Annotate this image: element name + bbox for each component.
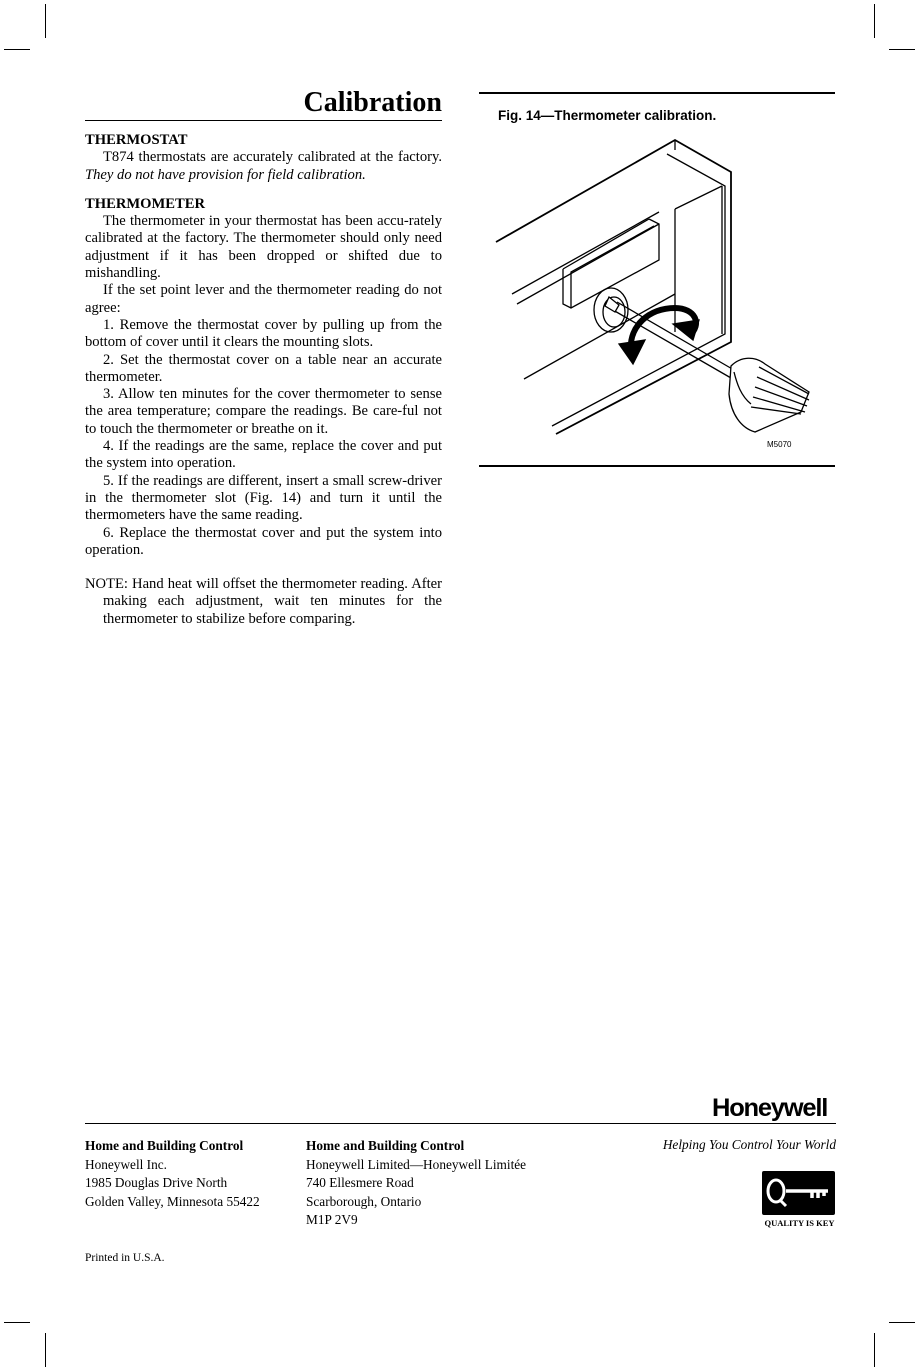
figure-thermometer-calibration	[479, 92, 835, 467]
us-address-line: 1985 Douglas Drive North	[85, 1175, 228, 1191]
crop-mark	[4, 1322, 30, 1323]
ca-address-line: Scarborough, Ontario	[306, 1193, 422, 1209]
honeywell-logo: Honeywell	[712, 1094, 828, 1122]
crop-mark	[4, 49, 30, 50]
us-address	[85, 1137, 260, 1211]
ca-address	[306, 1137, 526, 1230]
title-rule	[85, 120, 442, 121]
quality-label: QUALITY IS KEY	[764, 1218, 835, 1228]
ca-address-line: Honeywell Limited—Honeywell Limitée	[306, 1156, 527, 1172]
ca-division: Home and Building Control	[306, 1138, 465, 1153]
crop-mark	[874, 4, 875, 38]
thermostat-italic-text: They do not have provision for field calibration.	[85, 166, 366, 183]
tagline: Helping You Control Your World	[662, 1137, 836, 1152]
note-paragraph: NOTE: Hand heat will offset the thermometer reading. After making each adjustment, wait ten minutes for the thermometer to stabilize before comparing.	[85, 576, 442, 627]
thermometer-paragraph: If the set point lever and the thermometer reading do not agree:	[85, 282, 442, 316]
ca-address-line: M1P 2V9	[306, 1212, 358, 1228]
thermostat-heading: THERMOSTAT	[85, 132, 188, 148]
printed-note: Printed in U.S.A.	[85, 1252, 165, 1264]
step-item: 6. Replace the thermostat cover and put the system into operation.	[85, 524, 442, 558]
quality-key-icon	[762, 1171, 835, 1215]
crop-mark	[889, 1322, 915, 1323]
thermostat-text: T874 thermostats are accurately calibrated at the factory.	[103, 149, 442, 166]
page-title: Calibration	[303, 87, 442, 118]
thermostat-screwdriver-illustration	[479, 94, 835, 469]
step-item: 3. Allow ten minutes for the cover thermometer to sense the area temperature; compare the readings. Be care-ful not to touch the thermometer or breathe on it.	[85, 386, 442, 437]
us-division: Home and Building Control	[85, 1138, 244, 1153]
us-address-line: Honeywell Inc.	[85, 1156, 167, 1172]
thermometer-heading: THERMOMETER	[85, 195, 205, 212]
figure-caption: Fig. 14—Thermometer calibration.	[498, 108, 717, 123]
step-item: 2. Set the thermostat cover on a table near an accurate thermometer.	[85, 351, 442, 385]
crop-mark	[45, 4, 46, 38]
footer-rule	[85, 1123, 836, 1124]
step-item: 5. If the readings are different, insert a small screw-driver in the thermometer slot (Fig. 14) and turn it until the thermometers have the same reading.	[85, 472, 442, 524]
ca-address-line: 740 Ellesmere Road	[306, 1175, 414, 1191]
thermostat-paragraph	[85, 149, 442, 184]
step-item: 4. If the readings are the same, replace the cover and put the system into operation.	[85, 438, 442, 472]
crop-mark	[889, 49, 915, 50]
step-item: 1. Remove the thermostat cover by pulling up from the bottom of cover until it clears the mounting slots.	[85, 316, 442, 351]
thermometer-paragraph: The thermometer in your thermostat has been accu-rately calibrated at the factory. The thermometer should only need adjustment if it has been dropped or shifted due to mishandling.	[85, 213, 442, 282]
us-address-line: Golden Valley, Minnesota 55422	[85, 1193, 260, 1209]
crop-mark	[874, 1333, 875, 1367]
crop-mark	[45, 1333, 46, 1367]
figure-code: M5070	[767, 440, 792, 449]
calibration-section	[85, 85, 442, 628]
